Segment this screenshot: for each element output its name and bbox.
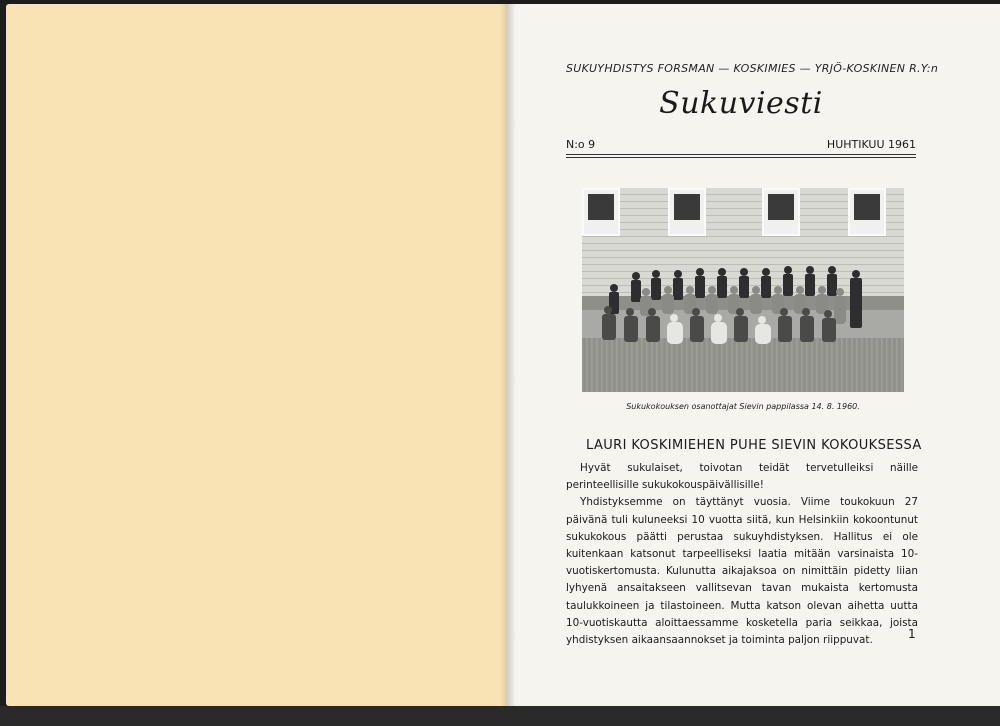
window (582, 188, 620, 236)
window-pane (768, 194, 794, 220)
article-paragraph: Yhdistyksemme on täyttänyt vuosia. Viime toukokuun 27 päivänä tuli kuluneeksi 10 vuotta siitä, kun Helsinkiin kokoontunut sukukokous päätti perustaa sukuyhdistyksen. Hallitus ei ole kuitenkaan katsonut tarpeelliseksi laatia mitään varsinaista 10-vuotiskertomusta. Kulunutta aikajaksoa on nimittäin pidetty liian lyhyenä ansaitakseen vallitsevan tavan mukaista kertomusta taulukkoineen ja tilastoineen. Mutta katson olevan aihetta uutta 10-vuotiskautta aloittaessamme kosketella paria seikkaa, joista yhdistyksen aikaansaannokset ja toiminta paljon riippuvat. (566, 496, 918, 647)
left-page (6, 4, 506, 706)
page-gutter-shadow (506, 4, 516, 706)
page-number: 1 (908, 627, 916, 641)
issue-date: HUHTIKUU 1961 (826, 138, 916, 151)
window (762, 188, 800, 236)
scan-background (0, 706, 1000, 726)
window-pane (588, 194, 614, 220)
article-body (566, 460, 918, 649)
window (848, 188, 886, 236)
group-of-people (594, 260, 884, 356)
window (668, 188, 706, 236)
window-pane (674, 194, 700, 220)
window-pane (854, 194, 880, 220)
society-line: SUKUYHDISTYS FORSMAN — KOSKIMIES — YRJÖ-KOSKINEN R.Y:n (566, 62, 939, 75)
masthead-title: Sukuviesti (659, 86, 823, 121)
photo-caption: Sukukokouksen osanottajat Sievin pappilassa 14. 8. 1960. (626, 402, 860, 411)
issue-number: N:o 9 (566, 138, 596, 151)
masthead-rule-bottom (566, 157, 916, 158)
group-photo (582, 188, 904, 392)
masthead-rule-top (566, 154, 916, 155)
article-title: LAURI KOSKIMIEHEN PUHE SIEVIN KOKOUKSESSA (586, 438, 922, 453)
article-paragraph: Hyvät sukulaiset, toivotan teidät tervetulleiksi näille perinteellisille sukukokouspäivällisille! (566, 462, 918, 492)
